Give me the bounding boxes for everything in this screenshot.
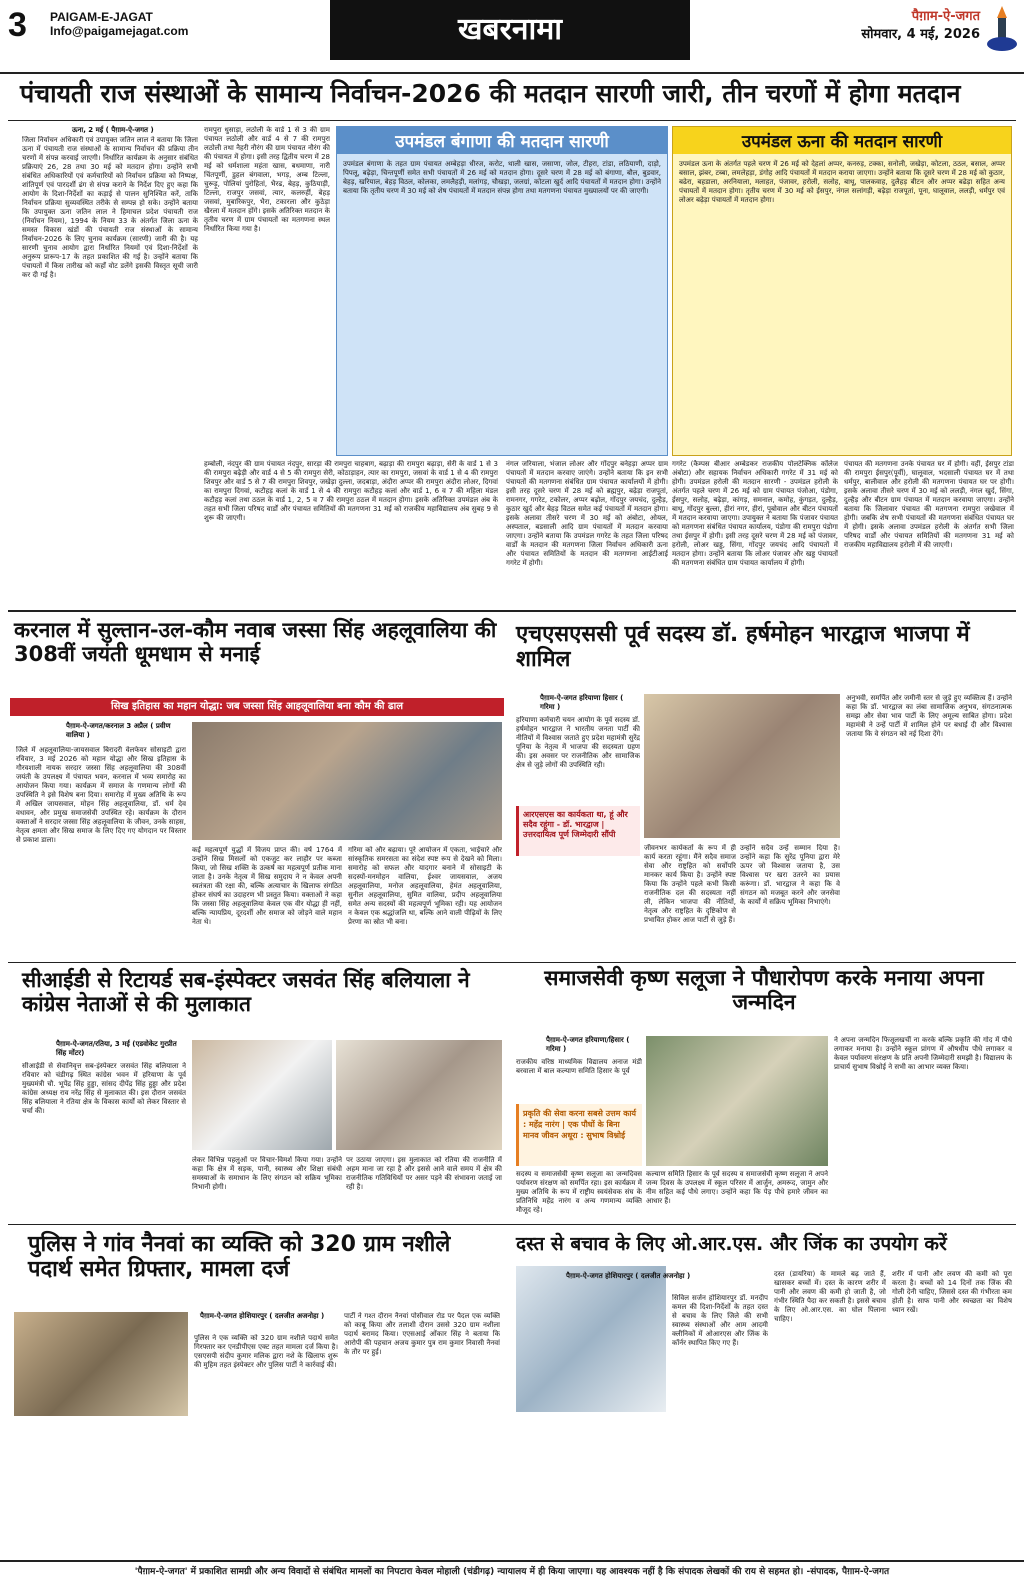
una-schedule-box xyxy=(672,126,1012,456)
story6-dateline: पैग़ाम-ऐ-जगत होशियारपुर ( दलजीत अजनोहा ) xyxy=(200,1312,325,1320)
story1-column-1: जिला निर्वाचन अधिकारी एवं उपायुक्त जतिन लाल ने बताया कि जिला ऊना में पंचायती राज संस्थाओं के सामान्य निर्वाचन की प्रक्रिया तीन चरणों में संपन्न करवाई जाएगी। निर्धारित कार्यक्रम के अनुसार संबंधित प्रक्रियाएं 26, 28 तथा 30 मई को मतदान होगा। उन्होंने सभी संबंधित अधिकारियों एवं कर्मचारियों को निर्वाचन प्रक्रिया को निष्पक्ष, शांतिपूर्ण एवं पारदर्शी ढंग से संपन्न कराने के निर्देश दिए हुए कहा कि आयोग के दिशा-निर्देशों का कड़ाई से पालन सुनिश्चित करें, ताकि निर्वाचन प्रक्रिया सुव्यवस्थित तरीके से सम्पन्न हो सके। उन्होंने बताया कि उपायुक्त ऊना जतिन लाल ने हिमाचल प्रदेश पंचायती राज (निर्वाचन नियम), 1994 के नियम 33 के अंतर्गत जिला ऊना के समस्त विकास खंडों की पंचायती राज संस्थाओं के सामान्य निर्वाचन-2026 के लिए चुनाव कार्यक्रम (सारणी) जारी की है। यह सारणी चुनाव आयोग द्वारा निर्धारित नियमों एवं दिशा-निर्देशों के अनुरूप प्रारूप-17 के तहत प्रकाशित की गई है। उन्होंने बताया कि पंचायतों में किस तारीख को कहाँ वोट डलेंगे इसकी विस्तृत सूची जारी कर दी गई है। xyxy=(22,136,198,279)
story4-dateline: पैग़ाम-ऐ-जगत हरियाणा/हिसार ( गरिमा ) xyxy=(546,1036,630,1053)
story5-text-2: लेकर विभिन्न पहलुओं पर विचार-विमर्श किया गया। उन्होंने कहा कि क्षेत्र में सड़क, पानी, स्वास्थ्य और शिक्षा संबंधी समस्याओं के समाधान के लिए संगठन को सक्रिय भूमिका निभानी होगी। xyxy=(192,1156,342,1191)
story3-text-4: अनुभवी, समर्पित और जमीनी स्तर से जुड़े हुए व्यक्तित्व हैं। उन्होंने कहा कि डॉ. भारद्वाज का लंबा सामाजिक अनुभव, संगठनात्मक समझ और सेवा भाव पार्टी के लिए अमूल्य साबित होगा। प्रदेश महामंत्री ने उन्हें पार्टी में शामिल होने पर बधाई दी और विश्वास जताया कि वे संगठन को नई दिशा देंगे। xyxy=(846,694,1012,738)
story1-column-4: नंगल जरियाला, भंजाल लोअर और गोंदपुर बनेहड़ा अप्पर ग्राम पंचायतों में मतदान करवाए जाएंगे। उन्होंने बताया कि इन सभी पंचायतों की मतगणना संबंधित ग्राम पंचायत कार्यालयों में होगी। इसी तरह दूसरे चरण में 28 मई को ब्रह्मपुर, बढ़ेड़ा राजपूतां, रामनगर, गगरेट, टकोलर, अप्पर बढ़ोल, गोंदपुर जयचंद, दुल्हैड़, कुठार खुर्द और बेहड़ विठल समेत कई पंचायतों में मतदान होगा। इसके अलावा तीसरे चरण में 30 मई को अंबोटा, ओयल, अस्पताल, बडसाली आदि ग्राम पंचायतों में मतदान करवाया जाएगा। उन्होंने बताया कि उपमंडल गगरेट के तहत जिला परिषद वार्डों के मतदान की मतगणना जिला निर्वाचन अधिकारी ऊना और पंचायत समितियों के मतदान की मतगणना आईटीआई गगरेट में होगी। xyxy=(506,460,668,567)
story7-text-1: सिविल सर्जन होशियारपुर डॉ. मनदीप कमल की दिशा-निर्देशों के तहत दस्त से बचाव के लिए जिले की सभी स्वास्थ्य संस्थाओं और आम आदमी क्लीनिकों में ओआरएस और जिंक के कॉर्नर स्थापित किए गए हैं। xyxy=(672,1294,768,1347)
paper-brand xyxy=(50,10,188,38)
plantation-photo xyxy=(646,1036,828,1166)
story5-text-1: सीआईडी से सेवानिवृत्त सब-इंस्पेक्टर जसवंत सिंह बलियाला ने रविवार को चंडीगढ़ स्थित कांग्रेस भवन में हरियाणा के पूर्व मुख्यमंत्री चौ. भूपेंद्र सिंह हुड्डा, सांसद दीपेंद्र सिंह हुड्डा और प्रदेश कांग्रेस अध्यक्ष राव नरेंद्र सिंह से मुलाकात की। इस दौरान जसवंत सिंह बलियाला ने रतिया क्षेत्र के विकास कार्यों को लेकर विस्तार से चर्चा की। xyxy=(22,1062,186,1115)
story2-dateline: पैग़ाम-ऐ-जगत/करनाल 3 अप्रैल ( प्रवीण वालिया ) xyxy=(66,722,171,739)
bangana-schedule-text: उपमंडल बंगाणा के तहत ग्राम पंचायत अम्बेहड़ा धीरज, करोट, थाली खास, जसाणा, जोल, टीहरा, टांडा, लठियाणी, दाड़ो, पिपलू, बढ़ेड़ा, चिन्तपूर्णी समेत सभी पंचायतों में 26 मई को मतदान होगा। दूसरे चरण में 28 मई को बंगाणा, बौल, बुडवार, बेहड़, खरियाल, बेहड़ विठल, कोलका, लमलैहड़ी, मलांगड़, चौखड़ा, जलग्रां, कोटला खुर्द आदि पंचायतों में मतदान होगा। उन्होंने बताया कि तृतीय चरण में 30 मई को शेष पंचायतों में मतदान संपन्न होगा तथा मतगणना पंचायत मुख्यालयों पर की जाएगी। xyxy=(343,160,661,195)
story1-headline: पंचायती राज संस्थाओं के सामान्य निर्वाचन-2026 की मतदान सारणी जारी, तीन चरणों में होगा मतदान xyxy=(20,79,961,108)
divider xyxy=(8,120,1016,121)
story2-text-1: जिले में अहलूवालिया-जायसवाल बिरादरी वेलफेयर सोसाइटी द्वारा रविवार, 3 मई 2026 को महान योद्धा और सिख इतिहास के गौरवशाली नायक सरदार जस्सा सिंह अहलूवालिया की 308वीं जयंती के उपलक्ष्य में पंचायत भवन, करनाल में भव्य समारोह का आयोजन किया गया। कार्यक्रम में समाज के गणमान्य लोगों की उपस्थिति ने इसे विशेष बना दिया। समारोह में मुख्य अतिथि के रूप में अखिल जायसवाल, मोहन सिंह अहलूवालिया, डॉ. धर्म देव वधावन, और प्रमुख समाजसेवी उपस्थित रहे। कार्यक्रम के दौरान वक्ताओं ने सरदार जस्सा सिंह अहलूवालिया के जीवन, उनके साहस, नेतृत्व क्षमता और सिख समाज के लिए दिए गए योगदान पर विस्तार से प्रकाश डाला। xyxy=(16,746,186,844)
story4-text-3: कल्याण समिति हिसार के पूर्व सदस्य व समाजसेवी कृष्ण सलूजा ने अपने जन्म दिवस के उपलक्ष्य में स्कूल परिसर में आर्जुन, अमरूद, जामुन और नीम सहित कई पौधे लगाए। उन्होंने कहा कि पेड़ पौधे हमारे जीवन का आधार हैं। xyxy=(646,1170,828,1205)
story6-headline: पुलिस ने गांव नैनवां का व्यक्ति को 320 ग्राम नशीले पदार्थ समेत ग्रिफ्तार, मामला दर्ज xyxy=(28,1232,451,1283)
karnal-event-photo xyxy=(192,722,502,840)
story7-dateline: पैग़ाम-ऐ-जगत होशियारपुर ( दलजीत अजनोहा ) xyxy=(566,1272,691,1280)
story3-quote: आरएसएस का कार्यकता था, हूं और सदैव रहूंगा - डॉ. भारद्वाज | उत्तरदायित्व पूर्ण जिम्मेदारी सौंपी xyxy=(516,806,640,856)
masthead xyxy=(0,0,1024,74)
issue-date: सोमवार, 4 मई, 2026 xyxy=(861,27,980,42)
story3-dateline: पैग़ाम-ऐ-जगत हरियाणा हिसार ( गरिमा ) xyxy=(540,694,624,711)
story5-headline: सीआईडी से रिटायर्ड सब-इंस्पेक्टर जसवंत सिंह बलियाला ने कांग्रेस नेताओं से की मुलाकात xyxy=(22,968,470,1017)
police-arrest-photo xyxy=(14,1312,188,1416)
story2-text-2: कई महत्वपूर्ण युद्धों में विजय प्राप्त की। वर्ष 1764 में उन्होंने सिख मिसलों को एकजुट कर लाहौर पर कब्जा किया, जो सिख शक्ति के उत्कर्ष का महत्वपूर्ण प्रतीक माना जाता है। उनके नेतृत्व में सिख समुदाय ने न केवल अपनी स्वतंत्रता की रक्षा की, बल्कि अत्याचार के खिलाफ संगठित होकर संघर्ष का उदाहरण भी प्रस्तुत किया। वक्ताओं ने कहा कि जस्सा सिंह अहलूवालिया केवल एक वीर योद्धा ही नहीं, बल्कि न्यायप्रिय, दूरदर्शी और समाज को जोड़ने वाले महान नेता थे। xyxy=(192,846,342,926)
torch-logo-icon xyxy=(985,4,1019,54)
story7-text-2: दस्त (डायरिया) के मामले बढ़ जाते हैं, खासकर बच्चों में। दस्त के कारण शरीर में पानी और लवण की कमी हो जाती है, जो गंभीर स्थिति पैदा कर सकती है। इससे बचाव के लिए ओ.आर.एस. का घोल पिलाना चाहिए। xyxy=(774,1270,886,1323)
section-title: खबरनामा xyxy=(330,0,690,60)
story3-headline: एचएसएससी पूर्व सदस्य डॉ. हर्षमोहन भारद्वाज भाजपा में शामिल xyxy=(516,622,970,673)
story5-text-3: पर उठाया जाएगा। इस मुलाकात को रतिया की राजनीति में अहम माना जा रहा है और इससे आने वाले समय में क्षेत्र की राजनीतिक गतिविधियों पर असर पड़ने की संभावना जताई जा रही है। xyxy=(346,1156,502,1191)
paper-name: PAIGAM-E-JAGAT xyxy=(50,10,153,24)
ors-zinc-photo xyxy=(516,1266,666,1412)
bjp-joining-photo xyxy=(644,694,840,838)
story1-column-2: रामपुरा धुसाड़ा, लठोली के वार्ड 1 से 3 की ग्राम पंचायत लठोली और वार्ड 4 से 7 की रामपुरा लठोली तथा नैहरी नौरंग की ग्राम पंचायत नौरंग की की पंचायत में होगा। इसी तरह द्वितीय चरण में 28 मई को धर्मशाला महंता खास, बधमाणा, नारी चिंतपूर्णी, डुहल बंगवाला, भगड़, अम्ब टिल्ला, चुरूड़ू, पोलियां पुरोहितां, भैरढ, बेहड़, कुठियाड़ी, टिल्ला, राजपुर जसवां, त्यार, कलरुहीं, बेहड़ जसवां, मुबारिकपुर, भैरा, टकारला और कुठेड़ा खैरला में मतदान होंगे। इसके अतिरिक्त मतदान के तृतीय चरण में ग्राम पंचायतों का मतगणना स्थल निर्धारित किया गया है। xyxy=(204,126,330,233)
cid-meeting-photo-2 xyxy=(336,1040,502,1150)
story7-text-3: शरीर में पानी और लवण की कमी को पूरा करता है। बच्चों को 14 दिनों तक जिंक की गोली देनी चाहिए, जिससे दस्त की गंभीरता कम होती है। साफ पानी और स्वच्छता का विशेष ध्यान रखें। xyxy=(892,1270,1012,1314)
story6-text-2: पार्टी ने गश्त दौरान नैनवां पोसीवाल रोड पर पैदल एक व्यक्ति को काबू किया और तलाशी दौरान उससे 320 ग्राम नशीला पदार्थ बरामद किया। एएसआई ओंकार सिंह ने बताया कि आरोपी की पहचान अजय कुमार पुत्र राम कुमार निवासी नैनवां के तौर पर हुई। xyxy=(344,1312,500,1356)
story1-dateline: ऊना, 2 मई ( पैग़ाम-ऐ-जगत ) xyxy=(72,126,154,134)
story7-headline: दस्त से बचाव के लिए ओ.आर.एस. और जिंक का उपयोग करें xyxy=(516,1233,947,1255)
story4-quote: प्रकृति की सेवा करना सबसे उत्तम कार्य : महेंद्र नारंग | एक पौधों के बिना मानव जीवन अधूरा : सुभाष विश्नोई xyxy=(516,1104,642,1166)
story1-column-3: हम्बोली, नंदपुर की ग्राम पंचायत नंदपुर, सारड़ा की रामपुरा चाहबाग, बढ़ाड़ा की रामपुरा बढ़ाड़ा, सेरी के वार्ड 1 से 3 की रामपुरा बढ़ेड़ी और वार्ड 4 से 5 की रामपुरा सेरी, कोठाड़ाहन, त्यार का रामपुरा, जसवां के वार्ड 1 से 4 की रामपुरा शिवपुर और वार्ड 5 से 7 की रामपुरा शिवपुर, जखेड़ा दुल्ला, जदबाड़ा, अंदौरा अप्पर की रामपुरा अंदौरा लोअर, दिगवां का रामपुरा दिगवां, कटौहड़ कलां के वार्ड 1 से 4 की रामपुरा कटौहड़ कलां और वार्ड 1, 6 व 7 की महिला मंडल कटौहड़ कलां तथा ठठल के वार्ड 1, 2, 5 व 7 की रामपुरा ठठल में मतदान होगा। इसके अतिरिक्त उपमंडल अंब के तहत सभी जिला परिषद वार्डों और पंचायत समितियों की मतगणना 31 मई को राजकीय महाविद्यालय अंब सुबह 9 से शुरू की जाएगी। xyxy=(204,460,498,522)
story4-text-4: ने अपना जन्मदिन फिजूलखर्ची ना करके बल्कि प्रकृति की गोद में पौधे लगाकर मनाया है। उन्होंने स्कूल प्रांगण में औषधीय पौधे लगाकर व केवल पर्यावरण संरक्षण के प्रति अपनी जिम्मेदारी समझी है। विद्यालय के प्राचार्य सुभाष विश्नोई ने सभी का आभार व्यक्त किया। xyxy=(834,1036,1012,1071)
story2-text-3: गरिमा को और बढ़ाया। पूरे आयोजन में एकता, भाईचारे और सांस्कृतिक समरसता का संदेश स्पष्ट रूप से देखने को मिला। समारोह को सफल और यादगार बनाने में सोसाइटी के सदस्यों-मनमोहन वालिया, ईश्वर जायसवाल, अजय अहलूवालिया, मनोज अहलूवालिया, हेमंत अहलूवालिया, सुनील अहलूवालिया, सुमित वालिया, प्रदीप अहलूवालिया समेत अन्य सदस्यों की महत्वपूर्ण भूमिका रही। यह आयोजन न केवल एक श्रद्धांजलि था, बल्कि आने वाली पीढ़ियों के लिए प्रेरणा का स्रोत भी बना। xyxy=(348,846,502,926)
masthead-right xyxy=(820,8,980,44)
story3-text-2: जीवनभर कार्यकर्ता के रूप में ही कार्य करता रहूंगा। मैंने सदैव समाज सेवा और राष्ट्रहित को सर्वोपरि मानकर कार्य किया है। उन्होंने स्पष्ट किया कि उन्होंने पहले कभी किसी राजनीतिक दल की सदस्यता नहीं ली, लेकिन भाजपा की नीतियों, नेतृत्व और राष्ट्रहित के दृष्टिकोण से प्रभावित होकर आज पार्टी से जुड़े हैं। xyxy=(644,844,736,924)
story4-text-2: सदस्य व समाजसेवी कृष्ण सलूजा का जन्मदिवस पर्यावरण संरक्षण को समर्पित रहा। इस कार्यक्रम में मुख्य अतिथि के रूप में राष्ट्रीय स्वयंसेवक संघ के प्रतिनिधि महेंद्र नारंग व अन्य गणमान्य व्यक्ति मौजूद रहे। xyxy=(516,1170,642,1214)
page-number: 3 xyxy=(8,6,27,44)
divider xyxy=(8,1224,1016,1225)
story4-headline: समाजसेवी कृष्ण सलूजा ने पौधारोपण करके मनाया अपना जन्मदिन xyxy=(544,966,984,1015)
una-schedule-title: उपमंडल ऊना की मतदान सारणी xyxy=(673,127,1011,154)
bangana-schedule-title: उपमंडल बंगाणा की मतदान सारणी xyxy=(337,127,667,154)
footer-disclaimer: 'पैग़ाम-ऐ-जगत' में प्रकाशित सामग्री और अन्य विवादों से संबंधित मामलों का निपटारा केवल मोहाली (चंडीगढ़) न्यायालय में ही किया जाएगा। यह आवश्यक नहीं है कि संपादक लेखकों की राय से सहमत हो। -संपादक, पैग़ाम-ऐ-जगत xyxy=(0,1560,1024,1583)
cid-meeting-photo-1 xyxy=(192,1040,332,1150)
story6-text-1: पुलिस ने एक व्यक्ति को 320 ग्राम नशीले पदार्थ समेत गिरफ्तार कर एनडीपीएस एक्ट तहत मामला दर्ज किया है। एसएसपी संदीप कुमार मलिक द्वारा नशे के खिलाफ शुरू की मुहिम तहत इंस्पेक्टर और पुलिस पार्टी ने कार्रवाई की। xyxy=(194,1334,338,1369)
story3-text-1: हरियाणा कर्मचारी चयन आयोग के पूर्व सदस्य डॉ. हर्षमोहन भारद्वाज ने भारतीय जनता पार्टी की नीतियों में विश्वास जताते हुए प्रदेश महामंत्री सुरेंद्र पूनिया के नेतृत्व में भाजपा की सदस्यता ग्रहण की। इस अवसर पर राजनीतिक और सामाजिक क्षेत्र से जुड़े लोगों की उपस्थिति रही। xyxy=(516,716,640,769)
bangana-schedule-box xyxy=(336,126,668,456)
story3-text-3: उन्होंने सदैव उन्हें सम्मान दिया है। उन्होंने कहा कि सुरेंद्र पूनिया द्वारा मेरे ऊपर जो विश्वास जताया है, उस विश्वास पर खरा उतरने का प्रयास करूंगा। डॉ. भारद्वाज ने कहा कि वे संगठन को मजबूत करने और जनसेवा के कार्यों में सक्रिय भूमिका निभाएंगे। xyxy=(740,844,840,906)
story5-dateline: पैग़ाम-ऐ-जगत/रतिया, 3 मई (एडवोकेट गुरप्रीत सिंह मोंटर) xyxy=(56,1040,177,1057)
story1-column-6: पंचायत की मतगणना उनके पंचायत घर में होगी। वहीं, ईसपुर टांडा की रामपुरा ईसपुर(पूर्वी), घालूवाल, भदसाली पंचायत घर में तथा धर्मपुर, बालीवाल और हरोली की मतगणना पंचायत घर पर होगी। इसके अलावा तीसरे चरण में 30 मई को ललड़ी, नंगल खुर्द, सिंगा, दुल्हैड़ और बीटन ग्राम पंचायत में मतदान करवाया जाएगा। उन्होंने बताया कि जिलावार पंचायत की मतगणना रामपुरा जखेवाल में होगी। जबकि शेष सभी पंचायतों की मतगणना संबंधित पंचायत घर में होगी। इसके अलावा उपमंडल हरोली के अंतर्गत सभी जिला परिषद वार्डों और पंचायत समितियों की मतगणना 31 मई को राजकीय महाविद्यालय हरोली में की जाएगी। xyxy=(844,460,1014,549)
story2-subhead: सिख इतिहास का महान योद्धा: जब जस्सा सिंह आहलूवालिया बना कौम की ढाल xyxy=(10,698,504,716)
story4-text-1: राजकीय वरिष्ठ माध्यमिक विद्यालय अनाज मंडी बरवाला में बाल कल्याण समिति हिसार के पूर्व xyxy=(516,1058,642,1075)
story2-headline: करनाल में सुल्तान-उल-कौम नवाब जस्सा सिंह अहलूवालिया की 308वीं जयंती धूमधाम से मनाई xyxy=(14,618,497,667)
divider xyxy=(8,962,1016,963)
story3-text-1b xyxy=(516,860,640,958)
una-schedule-text: उपमंडल ऊना के अंतर्गत पहले चरण में 26 मई को देहलां अप्पर, कनरुड़, टक्का, सनोली, जखेड़ा, कोटला, ठठल, बसाल, अप्पर बसाल, झंबर, टब्बा, लमलेहड़ा, डंगोह आदि पंचायतों में मतदान कराया जाएगा। उन्होंने बताया कि दूसरे चरण में 28 मई को कुठार, बढेरा, बहडाला, अरनियाला, मलाहत, पंजावर, हरोली, सलोह, बाथू, पालकवाह, दुलैहड़ बीटन और अप्पर बढेड़ा सहित अन्य पंचायतों में मतदान होगा। तृतीय चरण में 30 मई को ईसपुर, नंगल सलांगड़ी, बढ़ेड़ा राजपूतां, पूना, घालूवाल, ललड़ी, धर्मपुर एवं लोअर बढ़ेड़ा पंचायतों में मतदान होगा। xyxy=(679,160,1005,204)
divider xyxy=(8,610,1016,612)
story1-column-5: गगरेट (कैम्पस बीआर अम्बेडकर राजकीय पोलटेक्निक कॉलेज अंबोटा) और सहायक निर्वाचन अधिकारी गगरेट में 31 मई को होगी। उपमंडल हरोली की मतदान सारणी - उपमंडल हरोली के अंतर्गत पहले चरण में 26 मई को ग्राम पंचायत पंजोआ, पंडोगा, ईसपुर, सलोह, बढ़ेड़ा, कांगड़, समनाल, कमोह, कुंगड़त, दुल्हैड़, बाथू, गोंदपुर बुल्ला, हीरां नगर, हीरां, पूबोवाल और बीटन पंचायतों में मतदान करवाया जाएगा। उपायुक्त ने बताया कि पंजावर पंचायत को मतगणना संबंधित पंचायत कार्यालय, पंडोगा की रामपुरा पंडोगा तथा ईसपुर में होगी। इसी तरह दूसरे चरण में 28 मई को पंजावर, हरोली, लोअर खड्ड, सिंगा, गोंदपुर जयचंद आदि पंचायतों में मतदान होगा। उन्होंने बताया कि लोअर पंजावर और खड्ड पंचायतों की मतगणना संबंधित ग्राम पंचायत कार्यालय में होगी। xyxy=(672,460,838,567)
hindi-brand: पैग़ाम-ऐ-जगत xyxy=(911,9,980,24)
paper-email[interactable]: Info@paigamejagat.com xyxy=(50,24,189,38)
